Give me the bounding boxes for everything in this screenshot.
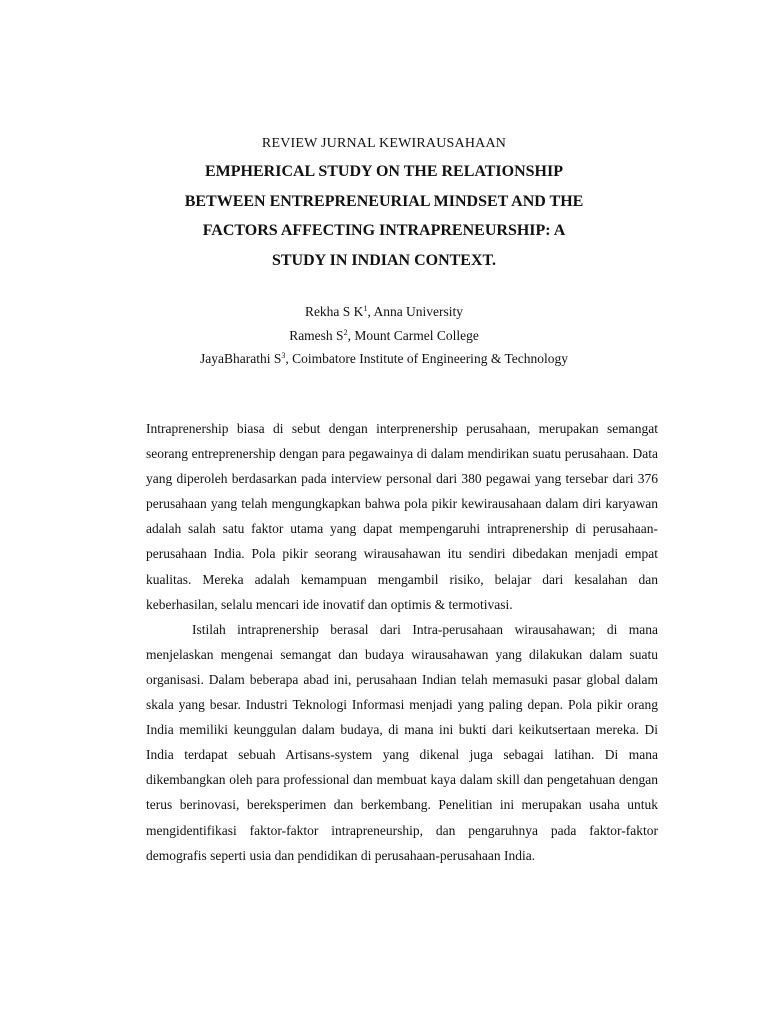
document-header [0, 134, 768, 275]
author-superscript: 2 [343, 327, 348, 337]
body-text [146, 416, 658, 868]
body-paragraph: Istilah intraprenership berasal dari Intra-perusahaan wirausahawan; di mana menjelaskan mengenai semangat dan budaya wirausahawan yang dilakukan dalam suatu organisasi. Dalam beberapa abad ini, perusahaan Indian telah memasuki pasar global dalam skala yang besar. Industri Teknologi Informasi menjadi yang paling depan. Pola pikir orang India memiliki keunggulan dalam budaya, di mana ini bukti dari keikutsertaan mereka. Di India terdapat sebuah Artisans-system yang dikenal juga sebagai latihan. Di mana dikembangkan oleh para professional dan membuat kaya dalam skill dan pengetahuan dengan terus berinovasi, bereksperimen dan berkembang. Penelitian ini merupakan usaha untuk mengidentifikasi faktor-faktor intrapreneurship, dan pengaruhnya pada faktor-faktor demografis seperti usia dan pendidikan di perusahaan-perusahaan India. [146, 621, 658, 863]
author-affiliation: , Coimbatore Institute of Engineering & Technology [285, 351, 568, 366]
body-paragraph: Intraprenership biasa di sebut dengan interprenership perusahaan, merupakan semangat seorang entreprenership dengan para pegawainya di dalam mendirikan suatu perusahaan. Data yang diperoleh berdasarkan pada interview personal dari 380 pegawai yang tersebar dari 376 perusahaan yang telah mengungkapkan bahwa pola pikir kewirausahaan dalam diri karyawan adalah salah satu faktor utama yang dapat mempengaruhi intraprenership di perusahaan-perusahaan India. Pola pikir seorang wirausahawan itu sendiri dibedakan menjadi empat kualitas. Mereka adalah kemampuan mengambil risiko, belajar dari kesalahan dan keberhasilan, selalu mencari ide inovatif dan optimis & termotivasi. [146, 421, 658, 612]
title-line: STUDY IN INDIAN CONTEXT. [271, 251, 497, 269]
author-name: Ramesh S [289, 327, 344, 343]
author-line [0, 324, 768, 348]
title-line: FACTORS AFFECTING INTRAPRENEURSHIP: A [202, 222, 566, 239]
author-superscript: 3 [281, 351, 286, 360]
author-line [0, 300, 768, 324]
author-affiliation: , Mount Carmel College [347, 327, 479, 343]
paper-title [104, 157, 664, 275]
author-list [0, 300, 768, 371]
author-name: JayaBharathi S [200, 351, 282, 366]
author-line [0, 347, 768, 371]
title-line: EMPHERICAL STUDY ON THE RELATIONSHIP [205, 163, 563, 180]
author-affiliation: , Anna University [367, 304, 464, 319]
title-line: BETWEEN ENTREPRENEURIAL MINDSET AND THE [184, 192, 584, 210]
author-name: Rekha S K [304, 304, 364, 319]
author-superscript: 1 [363, 304, 368, 313]
review-label: REVIEW JURNAL KEWIRAUSAHAAN [261, 136, 507, 151]
